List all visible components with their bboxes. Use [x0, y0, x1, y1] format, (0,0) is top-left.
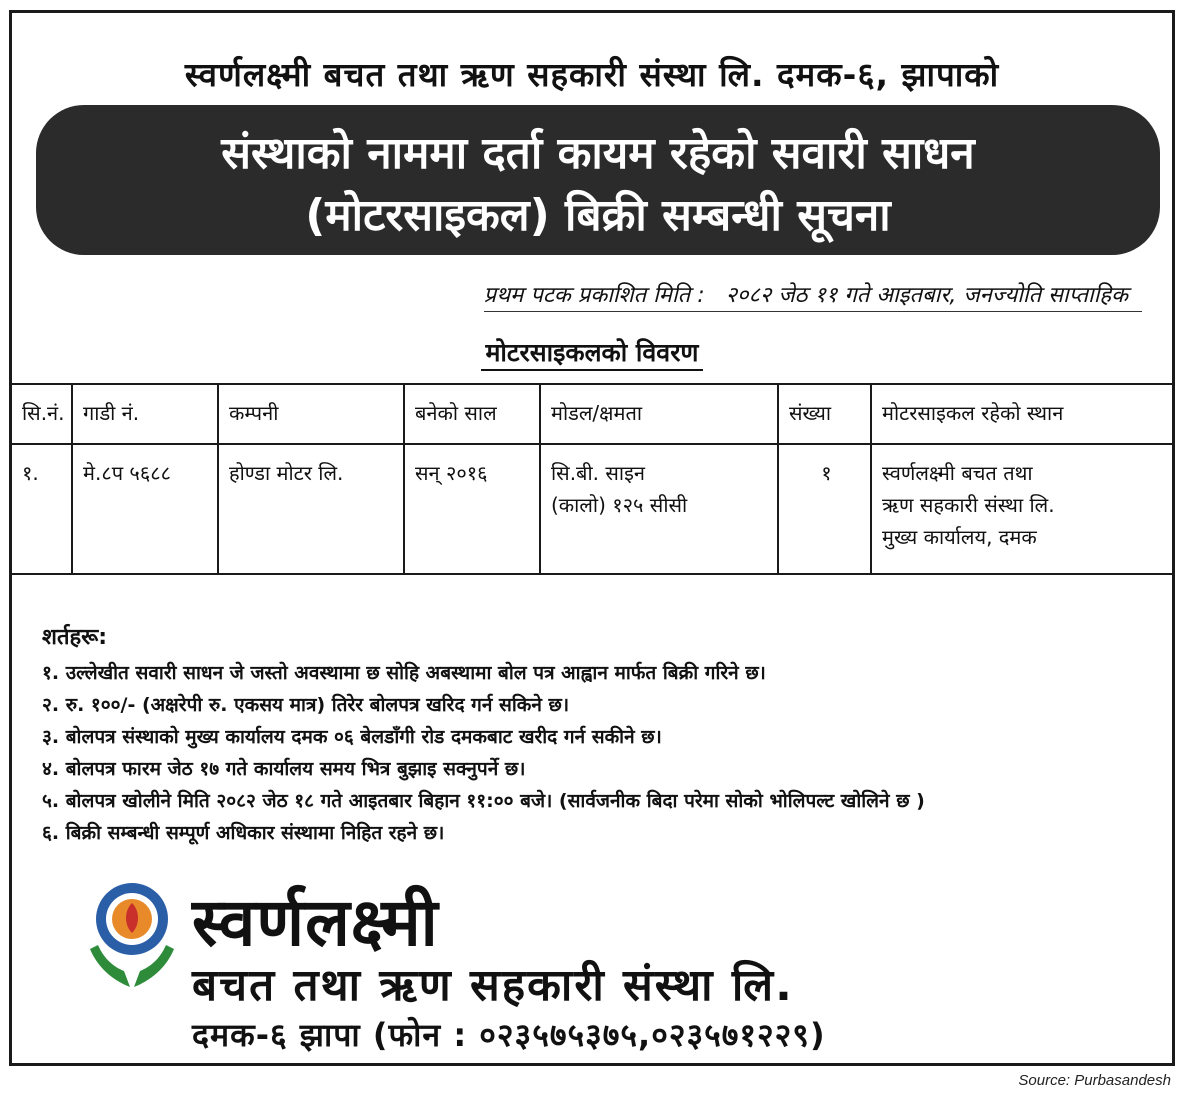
cell-vehicle-no: मे.८प ५६८८: [72, 444, 218, 574]
title-banner: [36, 105, 1160, 255]
cooperative-logo-icon: [84, 879, 180, 991]
list-item: ६. बिक्री सम्बन्धी सम्पूर्ण अधिकार संस्थामा निहित रहने छ।: [42, 822, 445, 844]
list-item: १. उल्लेखीत सवारी साधन जे जस्तो अवस्थामा छ सोहि अबस्थामा बोल पत्र आह्वान मार्फत बिक्री गरिने छ।: [42, 662, 766, 684]
footer-address: दमक-६ झापा (फोन : ०२३५७५३७५,०२३५७१२२९): [192, 1016, 826, 1054]
header-company: कम्पनी: [218, 384, 404, 444]
organization-line: स्वर्णलक्ष्मी बचत तथा ऋण सहकारी संस्था लि. दमक-६, झापाको: [184, 55, 1000, 94]
list-item: २. रु. १००/- (अक्षरेपी रु. एकसय मात्र) तिरेर बोलपत्र खरिद गर्न सकिने छ।: [42, 694, 570, 716]
terms-section: [42, 621, 1172, 849]
vehicle-table: [12, 383, 1175, 575]
section-title-text: मोटरसाइकलको विवरण: [481, 338, 702, 371]
publish-date-line: [484, 279, 1142, 312]
list-item: ४. बोलपत्र फारम जेठ १७ गते कार्यालय समय भित्र बुझाइ सक्नुपर्ने छ।: [42, 758, 526, 780]
table-row: [12, 444, 1175, 574]
location-line-3: मुख्य कार्यालय, दमक: [882, 525, 1037, 549]
header-year: बनेको साल: [404, 384, 540, 444]
footer-org-subtitle: बचत तथा ऋण सहकारी संस्था लि.: [192, 960, 794, 1011]
model-line-2: (कालो) १२५ सीसी: [551, 493, 688, 517]
cell-location: [871, 444, 1175, 574]
location-line-1: स्वर्णलक्ष्मी बचत तथा: [882, 461, 1033, 485]
header-count: संख्या: [778, 384, 871, 444]
table-header-row: [12, 384, 1175, 444]
header-vehicle-no: गाडी नं.: [72, 384, 218, 444]
terms-list: [42, 657, 1172, 849]
notice-frame: [9, 10, 1175, 1066]
section-title: [12, 335, 1172, 369]
list-item: ३. बोलपत्र संस्थाको मुख्य कार्यालय दमक ०६ बेलडाँगी रोड दमकबाट खरीद गर्न सकीने छ।: [42, 726, 662, 748]
cell-year: सन् २०१६: [404, 444, 540, 574]
cell-count: १: [778, 444, 871, 574]
location-line-2: ऋण सहकारी संस्था लि.: [882, 493, 1055, 517]
header-location: मोटरसाइकल रहेको स्थान: [871, 384, 1175, 444]
cell-company: होण्डा मोटर लि.: [218, 444, 404, 574]
title-line-2: (मोटरसाइकल) बिक्री सम्बन्धी सूचना: [305, 190, 891, 241]
terms-heading: शर्तहरू:: [42, 625, 108, 650]
cell-model: [540, 444, 778, 574]
list-item: ५. बोलपत्र खोलीने मिति २०८२ जेठ १८ गते आइतबार बिहान ११:०० बजे। (सार्वजनीक बिदा परेमा सोको भोलिपल्ट खोलिने छ ): [42, 790, 925, 812]
header-sn: सि.नं.: [12, 384, 72, 444]
header-model: मोडल/क्षमता: [540, 384, 778, 444]
footer-org-name: स्वर्णलक्ष्मी: [192, 884, 439, 961]
publish-label: प्रथम पटक प्रकाशित मिति :: [483, 283, 705, 308]
vehicle-table-wrap: [12, 383, 1175, 575]
title-line-1: संस्थाको नाममा दर्ता कायम रहेको सवारी साधन: [221, 128, 975, 179]
source-credit: Source: Purbasandesh: [1018, 1072, 1171, 1089]
publish-value: २०८२ जेठ ११ गते आइतबार, जनज्योति साप्ताहिक: [725, 283, 1128, 308]
model-line-1: सि.बी. साइन: [551, 461, 645, 485]
cell-sn: १.: [12, 444, 72, 574]
